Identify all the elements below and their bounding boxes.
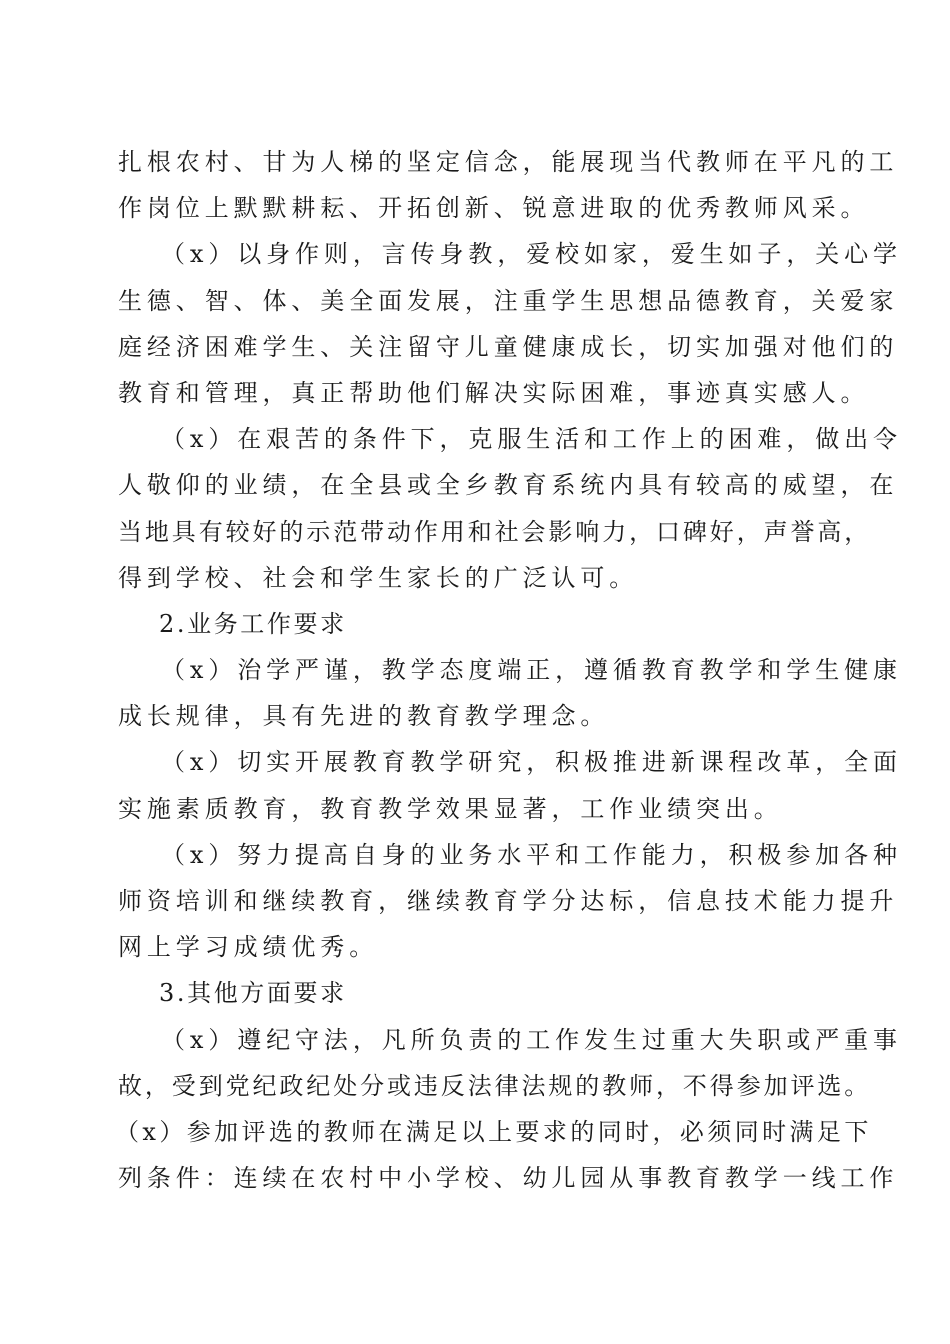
section-heading: 3.其他方面要求	[159, 979, 347, 1008]
paragraph-line: 师资培训和继续教育，继续教育学分达标，信息技术能力提升	[118, 887, 899, 915]
paragraph-line: 教育和管理，真正帮助他们解决实际困难，事迹真实感人。	[118, 378, 870, 407]
paragraph-line: 列条件：连续在农村中小学校、幼儿园从事教育教学一线工作	[118, 1164, 899, 1193]
paragraph-line: 故，受到党纪政纪处分或违反法律法规的教师，不得参加评选。	[118, 1071, 872, 1100]
paragraph-line: 当地具有较好的示范带动作用和社会影响力，口碑好，声誉高，	[118, 517, 872, 546]
document-body	[115, 139, 902, 1201]
paragraph-line: 人敬仰的业绩，在全县或全乡教育系统内具有较高的威望，在	[118, 471, 899, 500]
paragraph-line: （x）遵纪守法，凡所负责的工作发生过重大失职或严重事	[161, 1025, 902, 1054]
paragraph-line: 实施素质教育，教育教学效果显著，工作业绩突出。	[118, 794, 783, 823]
paragraph-line: 作岗位上默默耕耘、开拓创新、锐意进取的优秀教师风采。	[118, 194, 870, 223]
paragraph-line: （x）参加评选的教师在满足以上要求的同时，必须同时满足下	[115, 1117, 872, 1146]
paragraph-line: 生德、智、体、美全面发展，注重学生思想品德教育，关爱家	[118, 286, 899, 315]
paragraph-line: 庭经济困难学生、关注留守儿童健康成长，切实加强对他们的	[118, 332, 899, 361]
paragraph-line: （x）以身作则，言传身教，爱校如家，爱生如子，关心学	[161, 240, 902, 269]
paragraph-line: 网上学习成绩优秀。	[118, 933, 379, 962]
paragraph-line: 得到学校、社会和学生家长的广泛认可。	[118, 563, 639, 592]
paragraph-line: （x）在艰苦的条件下，克服生活和工作上的困难，做出令	[161, 425, 902, 454]
paragraph-line: （x）切实开展教育教学研究，积极推进新课程改革，全面	[161, 748, 902, 777]
paragraph-line: （x）治学严谨，教学态度端正，遵循教育教学和学生健康	[161, 656, 902, 685]
paragraph-line: （x）努力提高自身的业务水平和工作能力，积极参加各种	[161, 840, 902, 869]
paragraph-line: 扎根农村、甘为人梯的坚定信念，能展现当代教师在平凡的工	[118, 148, 899, 176]
paragraph-line: 成长规律，具有先进的教育教学理念。	[118, 702, 610, 731]
section-heading: 2.业务工作要求	[159, 609, 347, 638]
